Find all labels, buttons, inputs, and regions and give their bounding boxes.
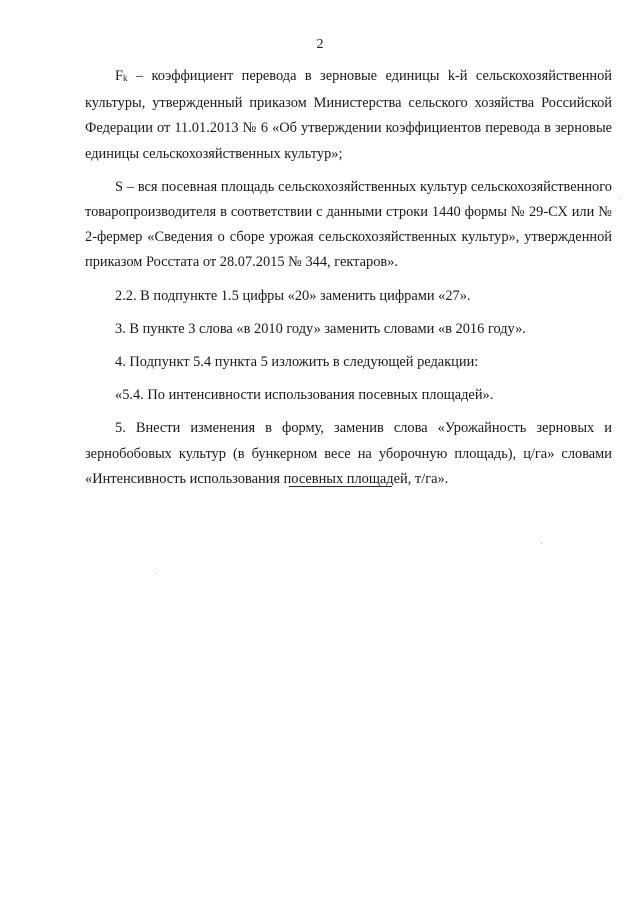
paragraph-item-3: 3. В пункте 3 слова «в 2010 году» заменить словами «в 2016 году».	[115, 320, 526, 337]
paragraph-fk-definition	[85, 64, 612, 167]
paragraph-item-2-2: 2.2. В подпункте 1.5 цифры «20» заменить цифрами «27».	[115, 287, 471, 304]
paragraph-s-definition: S – вся посевная площадь сельскохозяйственных культур сельскохозяйственного товаропроизводителя в соответствии с данными строки 1440 формы № 29-СХ или № 2-фермер «Сведения о сборе урожая сельскохозяйственных культур», утвержденной приказом Росстата от 28.07.2015 № 344, гектаров».	[85, 178, 612, 271]
fk-symbol: F	[115, 68, 124, 84]
fk-definition-text: – коэффициент перевода в зерновые единицы k-й сельскохозяйственной культуры, утвержденный приказом Министерства сельского хозяйства Российской Федерации от 11.01.2013 № 6 «Об утверждении коэффициентов перевода в зерновые единицы сельскохозяйственных культур»;	[85, 68, 612, 162]
scan-speck	[619, 198, 620, 199]
paragraph-gap	[85, 342, 612, 350]
fk-subscript: k	[123, 73, 128, 83]
paragraph-gap	[85, 309, 612, 317]
paragraph-gap	[85, 408, 612, 416]
paragraph-gap	[85, 276, 612, 284]
paragraph-item-5-4: «5.4. По интенсивности использования посевных площадей».	[115, 387, 494, 404]
paragraph-item-5: 5. Внести изменения в форму, заменив слова «Урожайность зерновых и зернобобовых культур (в бункерном весе на уборочную площадь), ц/га» словами «Интенсивность использования посевных площадей, т/га».	[85, 420, 612, 487]
paragraph-gap	[85, 167, 612, 175]
paragraph-item-4: 4. Подпункт 5.4 пункта 5 изложить в следующей редакции:	[115, 354, 479, 371]
scan-speck	[156, 573, 157, 574]
page-number: 2	[316, 37, 324, 52]
document-body	[85, 64, 612, 492]
scan-speck	[541, 543, 542, 544]
closing-divider-line	[289, 486, 392, 487]
paragraph-gap	[85, 375, 612, 383]
